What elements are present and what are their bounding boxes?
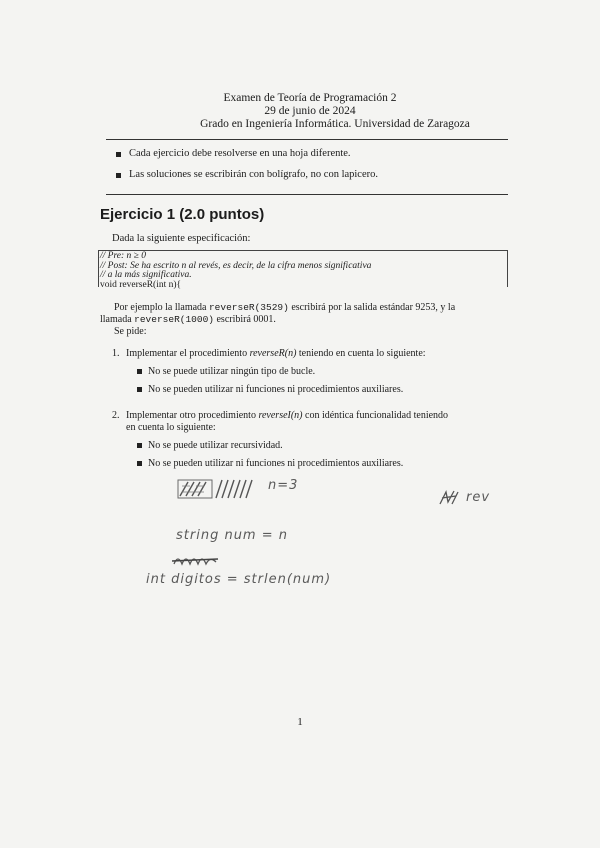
handwritten-note-string: string num = n — [176, 528, 288, 543]
code-post-line2: // a la más significativa. — [100, 270, 192, 281]
bullet-icon — [137, 369, 142, 374]
task-item: 1. Implementar el procedimiento reverseR(n) teniendo en cuenta lo siguiente: — [112, 348, 426, 359]
bullet-icon — [116, 152, 121, 157]
task-item: 2. Implementar otro procedimiento reverseI(n) con idéntica funcionalidad teniendo — [112, 410, 449, 421]
handwritten-note-int: int digitos = strlen(num) — [146, 572, 332, 587]
exercise-title: Ejercicio 1 (2.0 puntos) — [100, 206, 265, 223]
handwritten-note-rev: rev — [466, 490, 491, 505]
exam-degree: Grado en Ingeniería Informática. Universidad de Zaragoza — [200, 118, 470, 130]
crossed-out-scribble — [176, 476, 266, 504]
tasks-list: 1. Implementar el procedimiento reverseR(n) teniendo en cuenta lo siguiente: No se puede utilizar ningún tipo de bucle. No se pueden utilizar ni funciones ni procedimientos auxiliares. 2. Implementar otro procedimiento reverseI(n) con idéntica funcionalidad teniendo en cuenta lo siguiente: No se puede utilizar recursividad. No se pueden utilizar ni funciones ni procedimientos auxiliares. — [112, 348, 512, 470]
code-pre: // Pre: n ≥ 0 — [100, 251, 147, 261]
bottom-divider — [106, 194, 508, 195]
exam-title: Examen de Teoría de Programación 2 — [223, 92, 397, 104]
instruction-item: Las soluciones se escribirán con bolígrafo, no con lapicero. — [116, 169, 516, 180]
crossed-out-scribble — [438, 488, 462, 508]
task-condition: No se pueden utilizar ni funciones ni procedimientos auxiliares. — [112, 384, 512, 396]
example-call-1: reverseR(3529) — [208, 302, 289, 313]
code-block — [100, 252, 371, 290]
code-signature: void reverseR(int n){ — [100, 279, 182, 290]
crossed-out-scribble — [172, 552, 222, 570]
example-call-2: reverseR(1000) — [134, 314, 214, 325]
exam-date: 29 de junio de 2024 — [264, 105, 356, 117]
exam-header — [0, 92, 600, 131]
asked-label: Se pide: — [114, 326, 147, 337]
code-post-line1: // Post: Se ha escrito n al revés, es decir, de la cifra menos significativa — [100, 260, 372, 271]
bullet-icon — [137, 387, 142, 392]
handwritten-note-n: n=3 — [268, 478, 299, 493]
bullet-icon — [137, 461, 142, 466]
exercise-given-text: Dada la siguiente especificación: — [112, 233, 251, 244]
page-number: 1 — [297, 716, 303, 728]
example-paragraph: Por ejemplo la llamada reverseR(3529) escribirá por la salida estándar 9253, y la llamada reverseR(1000) escribirá 0001. Se pide: — [100, 302, 512, 338]
bullet-icon — [137, 443, 142, 448]
instruction-item: Cada ejercicio debe resolverse en una hoja diferente. — [116, 148, 516, 159]
task-condition: No se puede utilizar ningún tipo de bucle. — [112, 366, 512, 378]
bullet-icon — [116, 173, 121, 178]
task-condition: No se pueden utilizar ni funciones ni procedimientos auxiliares. — [112, 458, 512, 470]
instructions-list — [116, 148, 516, 190]
task-condition: No se puede utilizar recursividad. — [112, 440, 512, 452]
top-divider — [106, 139, 508, 140]
